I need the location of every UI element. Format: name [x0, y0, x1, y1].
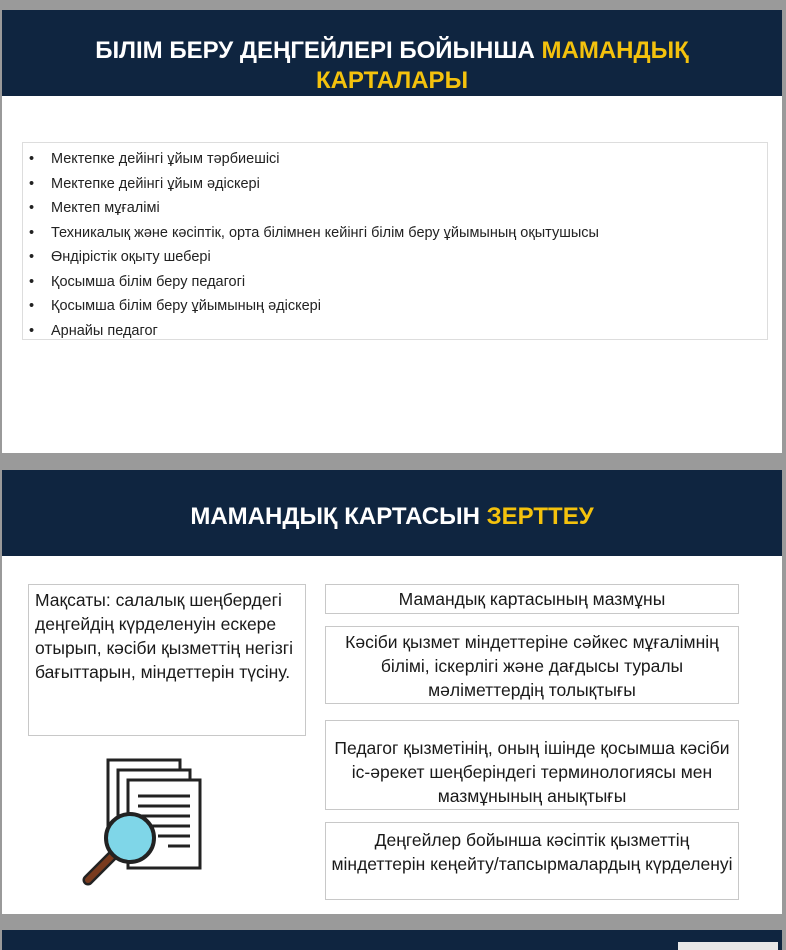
content-title-box: Мамандық картасының мазмұны	[325, 584, 739, 614]
list-item: • Мектеп мұғалімі	[29, 196, 767, 221]
slide2-title-main: МАМАНДЫҚ КАРТАСЫН	[190, 503, 480, 530]
content-item-box: Кәсіби қызмет міндеттеріне сәйкес мұғалімнің білімі, іскерлігі және дағдысы туралы мәліметтердің толықтығы	[325, 626, 739, 704]
list-item: • Қосымша білім беру педагогі	[29, 270, 767, 295]
next-slide-edge-light	[678, 942, 778, 950]
list-item: • Өндірістік оқыту шебері	[29, 245, 767, 270]
list-item: • Арнайы педагог	[29, 319, 767, 344]
professions-list	[29, 147, 767, 343]
slide-professional-cards	[2, 10, 782, 453]
list-item: • Қосымша білім беру ұйымының әдіскері	[29, 294, 767, 319]
list-item: • Мектепке дейінгі ұйым әдіскері	[29, 172, 767, 197]
professions-list-box	[22, 142, 768, 340]
slide2-title-accent: ЗЕРТТЕУ	[486, 503, 594, 530]
slide1-title-accent-1: МАМАНДЫҚ	[541, 37, 689, 64]
slide1-title-accent-2: КАРТАЛАРЫ	[315, 67, 469, 94]
content-item-box: Педагог қызметінің, оның ішінде қосымша кәсіби іс-әрекет шеңберіндегі терминологиясы мен мазмұнының анықтығы	[325, 720, 739, 810]
document-search-icon	[78, 752, 208, 892]
next-slide-edge	[2, 930, 782, 950]
list-item: • Мектепке дейінгі ұйым тәрбиешісі	[29, 147, 767, 172]
slide1-title-banner	[2, 10, 782, 96]
slide2-title-banner	[2, 470, 782, 556]
slide1-title-main: БІЛІМ БЕРУ ДЕҢГЕЙЛЕРІ БОЙЫНША	[95, 37, 535, 64]
content-item-box: Деңгейлер бойынша кәсіптік қызметтің міндеттерін кеңейту/тапсырмалардың күрделенуі	[325, 822, 739, 900]
goal-box: Мақсаты: салалық шеңбердегі деңгейдің күрделенуін ескере отырып, кәсіби қызметтің негізгі бағыттарын, міндеттерін түсіну.	[28, 584, 306, 736]
slide-study-card	[2, 470, 782, 914]
list-item: • Техникалық және кәсіптік, орта білімнен кейінгі білім беру ұйымының оқытушысы	[29, 221, 767, 246]
